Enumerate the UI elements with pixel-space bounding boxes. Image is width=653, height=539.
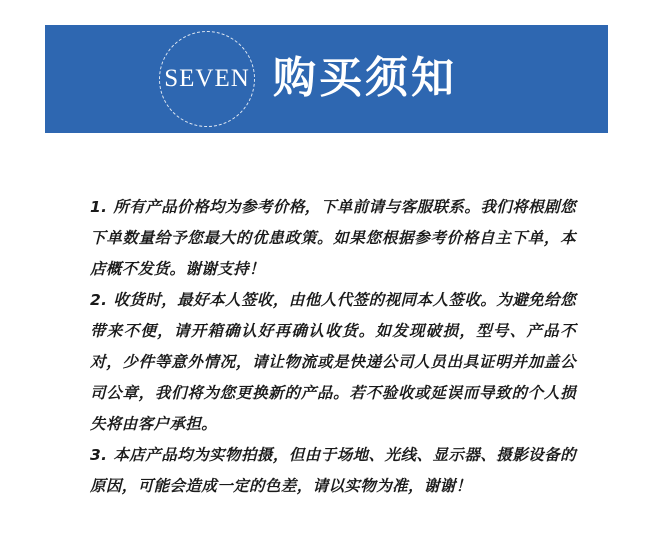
notice-content [90, 192, 576, 502]
seal-label: SEVEN [164, 65, 250, 92]
page-title: 购买须知 [273, 53, 457, 104]
notice-paragraph-1: 1. 所有产品价格均为参考价格，下单前请与客服联系。我们将根剧您下单数量给予您最大的优患政策。如果您根据参考价格自主下单，本店概不发货。谢谢支持！ [90, 198, 576, 278]
notice-paragraph-3: 3. 本店产品均为实物拍摄，但由于场地、光线、显示器、摄影设备的原因，可能会造成一定的色差，请以实物为准，谢谢！ [90, 446, 576, 495]
header-banner [45, 25, 608, 133]
notice-paragraph-2: 2. 收货时，最好本人签收，由他人代签的视同本人签收。为避免给您带来不便，请开箱确认好再确认收货。如发现破损，型号、产品不对，少件等意外情况，请让物流或是快递公司人员出具证明并加盖公司公章，我们将为您更换新的产品。若不验收或延误而导致的个人损失将由客户承担。 [90, 291, 576, 433]
seven-seal-icon [159, 31, 255, 127]
